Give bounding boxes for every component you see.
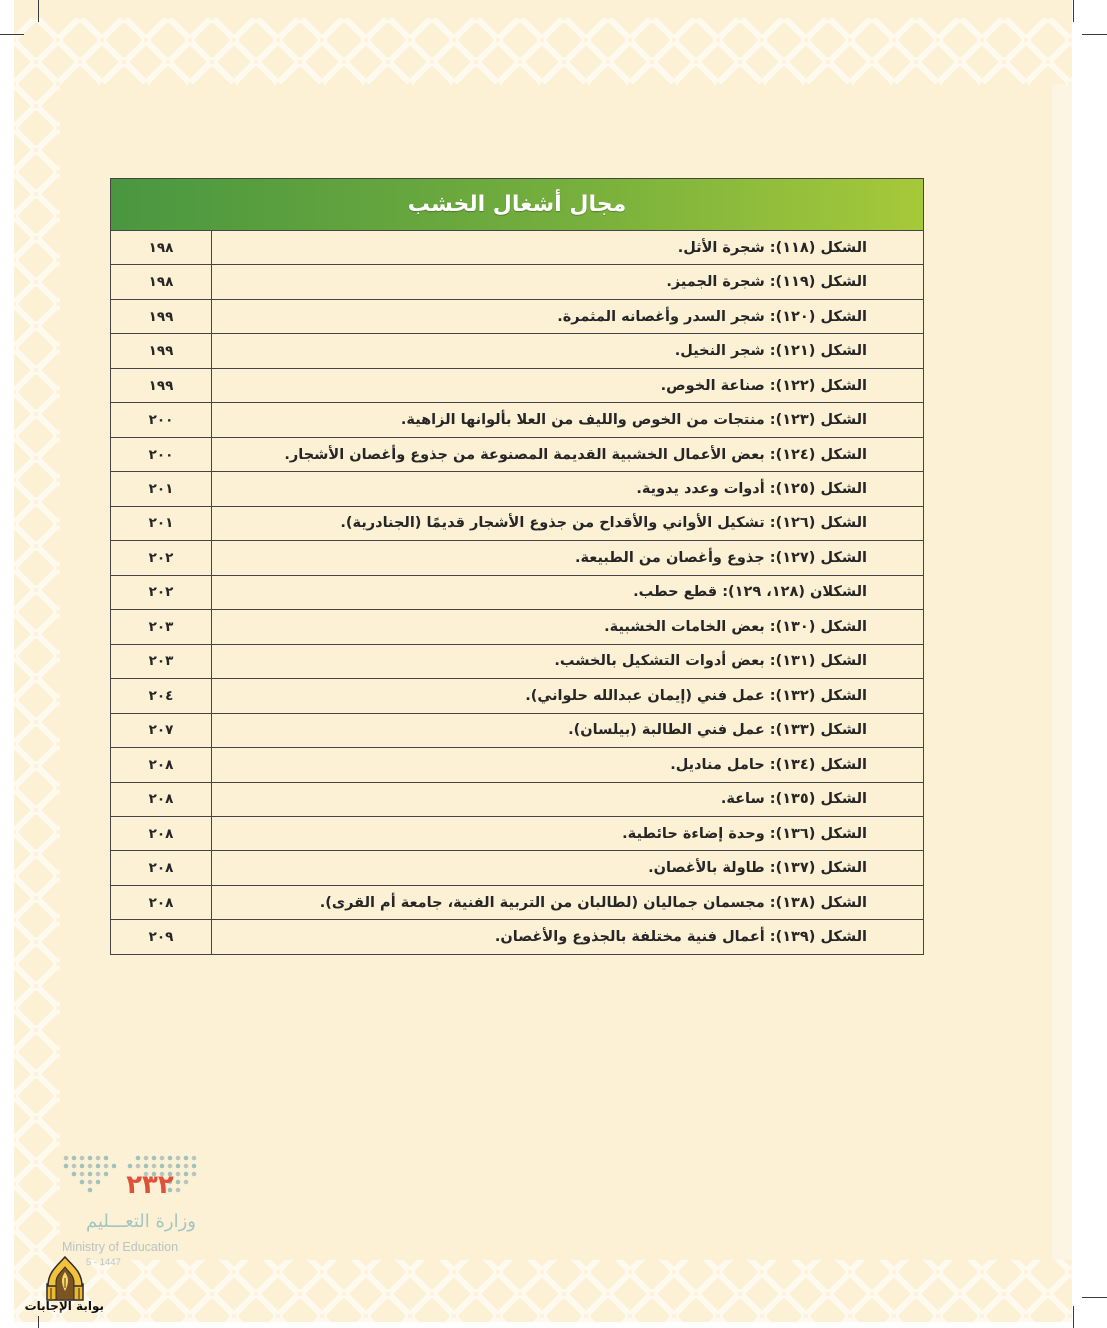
- figure-caption: الشكل (١٢٧): جذوع وأغصان من الطبيعة.: [211, 541, 923, 574]
- table-row: [111, 782, 923, 816]
- logo-dot: [88, 1188, 93, 1193]
- crop-mark: [1082, 34, 1107, 35]
- figure-caption: الشكل (١٣٠): بعض الخامات الخشبية.: [211, 610, 923, 643]
- logo-dot: [192, 1172, 197, 1177]
- logo-dot: [88, 1172, 93, 1177]
- figure-page-number: ٢٠٨: [148, 791, 174, 808]
- figure-page-number: ٢٠٠: [148, 446, 174, 463]
- logo-dot: [64, 1156, 69, 1161]
- table-row: [111, 850, 923, 884]
- logo-dot: [160, 1164, 165, 1169]
- logo-dot: [88, 1164, 93, 1169]
- logo-dot: [168, 1156, 173, 1161]
- logo-dot: [112, 1164, 117, 1169]
- figure-page-number: ٢٠٨: [148, 894, 174, 911]
- figure-caption: الشكل (١٣٨): مجسمان جماليان (لطالبان من التربية الفنية، جامعة أم القرى).: [211, 886, 923, 919]
- figure-page-number: ٢٠٩: [148, 929, 174, 946]
- logo-dot: [64, 1164, 69, 1169]
- logo-dot: [104, 1164, 109, 1169]
- logo-dot: [96, 1172, 101, 1177]
- figure-page-number: ٢٠٢: [148, 584, 174, 601]
- figure-page-number: ٢٠١: [148, 515, 174, 532]
- figure-caption: الشكل (١٣٥): ساعة.: [211, 783, 923, 816]
- figure-caption: الشكل (١٢٦): تشكيل الأواني والأقداح من جذوع الأشجار قديمًا (الجنادرية).: [211, 507, 923, 540]
- figure-page-number: ١٩٨: [148, 274, 174, 291]
- logo-dot: [136, 1156, 141, 1161]
- figure-caption: الشكل (١٢١): شجر النخيل.: [211, 334, 923, 367]
- figure-page-number: ٢٠٣: [148, 618, 174, 635]
- figure-caption: الشكل (١٣٧): طاولة بالأغصان.: [211, 851, 923, 884]
- figure-page-number: ٢٠٧: [148, 722, 174, 739]
- table-row: [111, 644, 923, 678]
- figure-page-number: ٢٠٠: [148, 412, 174, 429]
- table-row: [111, 471, 923, 505]
- logo-dot: [80, 1156, 85, 1161]
- figure-caption: الشكل (١٣١): بعض أدوات التشكيل بالخشب.: [211, 645, 923, 678]
- crop-mark: [1073, 0, 1074, 22]
- figure-caption: الشكل (١٢٥): أدوات وعدد يدوية.: [211, 472, 923, 505]
- logo-dot: [168, 1164, 173, 1169]
- figure-page-number: ١٩٩: [148, 343, 174, 360]
- figure-caption: الشكل (١٣٢): عمل فني (إيمان عبدالله حلواني).: [211, 679, 923, 712]
- table-row: [111, 540, 923, 574]
- logo-dot: [88, 1180, 93, 1185]
- table-row: [111, 575, 923, 609]
- logo-dot: [136, 1164, 141, 1169]
- table-row: [111, 713, 923, 747]
- table-row: [111, 678, 923, 712]
- figure-page-number: ٢٠١: [148, 481, 174, 498]
- section-header-bar: [110, 178, 924, 230]
- table-row: [111, 506, 923, 540]
- table-row: [111, 299, 923, 333]
- logo-dot: [192, 1156, 197, 1161]
- figure-page-number: ٢٠٨: [148, 860, 174, 877]
- figure-caption: الشكل (١٣٦): وحدة إضاءة حائطية.: [211, 817, 923, 850]
- logo-dot: [104, 1172, 109, 1177]
- table-row: [111, 609, 923, 643]
- table-row: [111, 919, 923, 953]
- watermark-label: بوابة الإجابات: [24, 1299, 104, 1313]
- figure-caption: الشكل (١٢٤): بعض الأعمال الخشبية القديمة المصنوعة من جذوع وأغصان الأشجار.: [211, 438, 923, 471]
- figure-caption: الشكل (١٢٠): شجر السدر وأغصانه المثمرة.: [211, 300, 923, 333]
- crop-mark: [38, 0, 39, 22]
- table-row: [111, 230, 923, 264]
- figure-caption: الشكلان (١٢٨، ١٢٩): قطع حطب.: [211, 576, 923, 609]
- logo-dot: [144, 1164, 149, 1169]
- table-row: [111, 402, 923, 436]
- figure-page-number: ٢٠٣: [148, 653, 174, 670]
- table-row: [111, 333, 923, 367]
- logo-dot: [128, 1164, 133, 1169]
- edition-year: 5 - 1447: [86, 1257, 121, 1268]
- table-row: [111, 885, 923, 919]
- figure-caption: الشكل (١٣٩): أعمال فنية مختلفة بالجذوع والأغصان.: [211, 920, 923, 953]
- logo-dot: [152, 1164, 157, 1169]
- table-row: [111, 747, 923, 781]
- logo-dot: [72, 1172, 77, 1177]
- figure-page-number: ١٩٩: [148, 377, 174, 394]
- ministry-name-arabic: وزارة التعـــليم: [85, 1211, 196, 1232]
- logo-dot: [80, 1172, 85, 1177]
- figure-page-number: ١٩٨: [148, 239, 174, 256]
- logo-dot: [80, 1180, 85, 1185]
- logo-dot: [80, 1164, 85, 1169]
- logo-dot: [72, 1164, 77, 1169]
- figure-caption: الشكل (١١٨): شجرة الأثل.: [211, 231, 923, 264]
- logo-dot: [72, 1156, 77, 1161]
- page-number: ٢٣٢: [126, 1170, 174, 1200]
- logo-dot: [144, 1156, 149, 1161]
- figure-caption: الشكل (١٣٤): حامل مناديل.: [211, 748, 923, 781]
- logo-dot: [184, 1172, 189, 1177]
- logo-dot: [160, 1156, 165, 1161]
- crop-mark: [1082, 1297, 1107, 1298]
- logo-dot: [192, 1164, 197, 1169]
- ministry-name-english: Ministry of Education: [62, 1240, 179, 1254]
- logo-dot: [104, 1156, 109, 1161]
- logo-dot: [96, 1164, 101, 1169]
- crop-mark: [38, 1316, 39, 1328]
- figure-page-number: ٢٠٢: [148, 549, 174, 566]
- table-row: [111, 437, 923, 471]
- figure-page-number: ١٩٩: [148, 308, 174, 325]
- figure-caption: الشكل (١٢٢): صناعة الخوص.: [211, 369, 923, 402]
- logo-dot: [176, 1164, 181, 1169]
- figure-page-number: ٢٠٨: [148, 756, 174, 773]
- figure-list-table: [110, 230, 924, 955]
- table-row: [111, 816, 923, 850]
- crop-mark: [0, 34, 24, 35]
- table-row: [111, 264, 923, 298]
- table-row: [111, 368, 923, 402]
- logo-dot: [176, 1156, 181, 1161]
- logo-dot: [184, 1156, 189, 1161]
- figure-caption: الشكل (١١٩): شجرة الجميز.: [211, 265, 923, 298]
- figure-caption: الشكل (١٢٣): منتجات من الخوص والليف من العلا بألوانها الزاهية.: [211, 403, 923, 436]
- figure-caption: الشكل (١٣٣): عمل فني الطالبة (بيلسان).: [211, 714, 923, 747]
- logo-dot: [184, 1164, 189, 1169]
- section-title: مجال أشغال الخشب: [407, 192, 627, 217]
- logo-dot: [96, 1156, 101, 1161]
- figure-page-number: ٢٠٤: [148, 687, 174, 704]
- logo-dot: [184, 1180, 189, 1185]
- logo-dot: [152, 1156, 157, 1161]
- dome-icon: [43, 1254, 87, 1302]
- logo-dot: [96, 1180, 101, 1185]
- crop-mark: [1073, 1306, 1074, 1328]
- logo-dot: [88, 1156, 93, 1161]
- figure-page-number: ٢٠٨: [148, 825, 174, 842]
